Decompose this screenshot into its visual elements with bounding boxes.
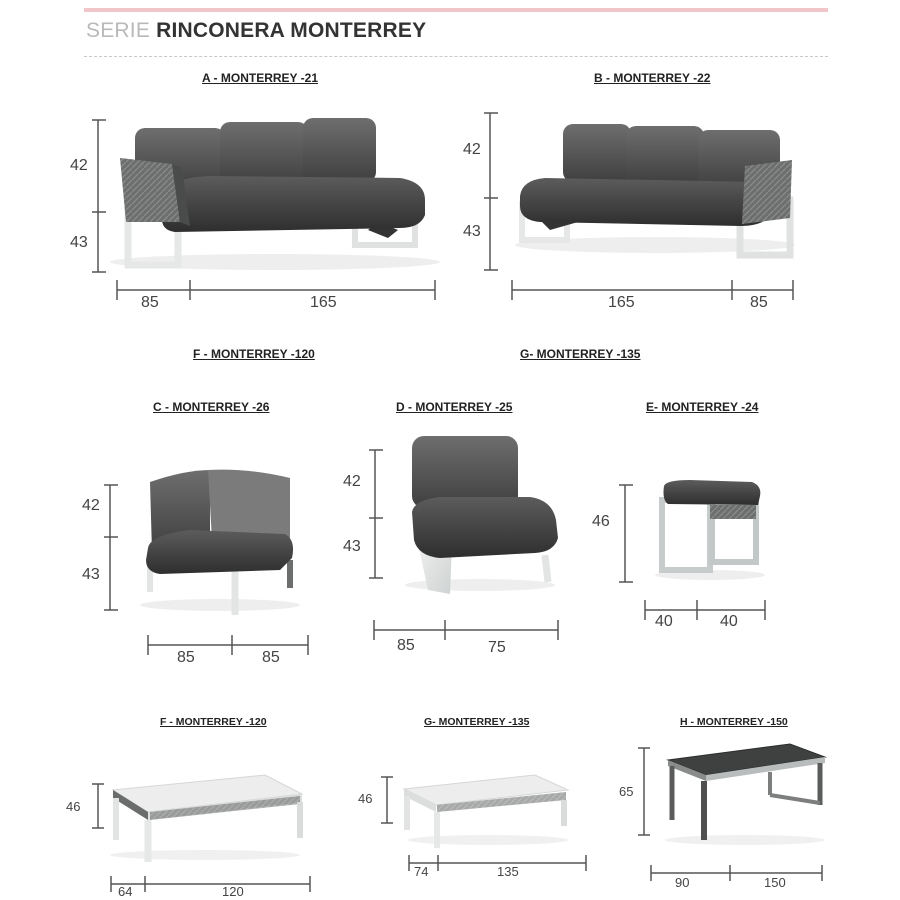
sofa-a-image (110, 118, 440, 270)
dim-a-w2: 165 (310, 294, 337, 311)
dim-g-h: 46 (358, 791, 373, 806)
chair-d-image (405, 436, 558, 594)
dim-b-h1: 42 (463, 141, 481, 158)
label-f-top: F - MONTERREY -120 (193, 347, 315, 361)
dim-d-h1: 42 (343, 473, 361, 490)
dim-d-w2: 75 (488, 639, 506, 656)
label-h: H - MONTERREY -150 (680, 716, 788, 728)
label-c: C - MONTERREY -26 (153, 400, 270, 414)
dim-b-w2: 85 (750, 294, 768, 311)
dim-c-h2: 43 (82, 566, 100, 583)
series-name: RINCONERA MONTERREY (156, 19, 427, 42)
dim-f-h: 46 (66, 799, 81, 814)
label-a: A - MONTERREY -21 (202, 71, 319, 85)
dim-h-h: 65 (619, 784, 634, 799)
dim-h-w2: 150 (764, 875, 786, 890)
dim-b-w1: 165 (608, 294, 635, 311)
series-prefix: SERIE (86, 19, 151, 42)
dim-f-w1: 64 (118, 884, 133, 899)
dim-a-h2: 43 (70, 234, 88, 251)
dim-c-w2: 85 (262, 649, 280, 666)
label-d: D - MONTERREY -25 (396, 400, 513, 414)
label-g: G- MONTERREY -135 (424, 716, 530, 728)
dim-e-h: 46 (592, 513, 610, 530)
dim-d-h2: 43 (343, 538, 361, 555)
table-g-image (404, 775, 568, 848)
dim-c-h1: 42 (82, 497, 100, 514)
dim-c-w1: 85 (177, 649, 195, 666)
table-h-image (665, 744, 825, 845)
dim-g-w1: 74 (414, 864, 429, 879)
sofa-b-image (515, 124, 795, 255)
label-b: B - MONTERREY -22 (594, 71, 711, 85)
dim-e-w2: 40 (720, 613, 738, 630)
dim-h-w1: 90 (675, 875, 690, 890)
dim-d-w1: 85 (397, 637, 415, 654)
dim-f-w2: 120 (222, 884, 244, 899)
label-e: E- MONTERREY -24 (646, 400, 759, 414)
ottoman-e-image (655, 480, 765, 580)
label-f: F - MONTERREY -120 (160, 716, 267, 728)
table-f-image (110, 775, 302, 862)
corner-c-image (140, 470, 300, 615)
dim-b-h2: 43 (463, 223, 481, 240)
dim-g-w2: 135 (497, 864, 519, 879)
dim-a-h1: 42 (70, 157, 88, 174)
dim-a-w1: 85 (141, 294, 159, 311)
label-g-top: G- MONTERREY -135 (520, 347, 641, 361)
dim-e-w1: 40 (655, 613, 673, 630)
